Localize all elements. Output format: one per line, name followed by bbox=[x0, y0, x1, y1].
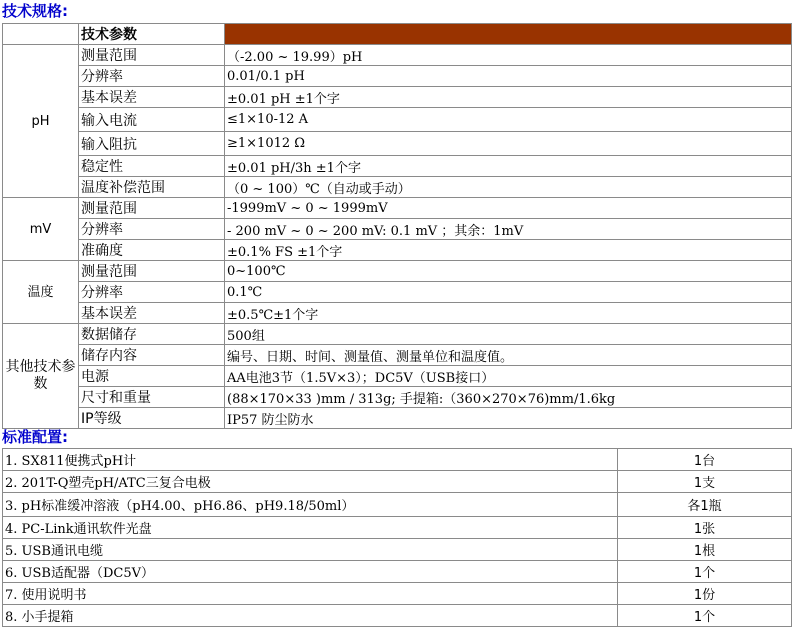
config-row bbox=[3, 493, 792, 517]
config-item: 1. SX811便携式pH计 bbox=[3, 449, 618, 471]
spec-param-value: ≤1×10-12 A bbox=[225, 108, 792, 132]
spec-header-bar bbox=[225, 24, 792, 45]
spec-param-label: IP等级 bbox=[79, 408, 225, 429]
config-qty: 1支 bbox=[618, 471, 792, 493]
spec-param-value: 0.01/0.1 pH bbox=[225, 66, 792, 87]
spec-param-label: 电源 bbox=[79, 366, 225, 387]
spec-param-value: -1999mV ~ 0 ~ 1999mV bbox=[225, 198, 792, 219]
config-row bbox=[3, 583, 792, 605]
config-row bbox=[3, 449, 792, 471]
ph-spec-row bbox=[3, 132, 792, 156]
config-item: 3. pH标准缓冲溶液（pH4.00、pH6.86、pH9.18/50ml） bbox=[3, 493, 618, 517]
config-qty: 1张 bbox=[618, 517, 792, 539]
spec-param-value: ±0.1% FS ±1个字 bbox=[225, 240, 792, 261]
spec-table bbox=[2, 23, 792, 429]
spec-param-value: （0 ~ 100）℃（自动或手动） bbox=[225, 177, 792, 198]
spec-param-value: 0~100℃ bbox=[225, 261, 792, 282]
config-row bbox=[3, 517, 792, 539]
temp-spec-row bbox=[3, 303, 792, 324]
config-qty: 1个 bbox=[618, 561, 792, 583]
config-item: 4. PC-Link通讯软件光盘 bbox=[3, 517, 618, 539]
config-item: 5. USB通讯电缆 bbox=[3, 539, 618, 561]
config-row bbox=[3, 539, 792, 561]
spec-param-label: 测量范围 bbox=[79, 198, 225, 219]
spec-param-label: 准确度 bbox=[79, 240, 225, 261]
ph-spec-row bbox=[3, 45, 792, 66]
config-qty: 1台 bbox=[618, 449, 792, 471]
config-heading: 标准配置: bbox=[2, 428, 68, 446]
spec-param-value: ±0.01 pH/3h ±1个字 bbox=[225, 156, 792, 177]
spec-header-label: 技术参数 bbox=[79, 24, 225, 45]
spec-param-label: 分辨率 bbox=[79, 282, 225, 303]
spec-param-label: 分辨率 bbox=[79, 66, 225, 87]
spec-param-value: AA电池3节（1.5V×3）；DC5V（USB接口） bbox=[225, 366, 792, 387]
config-item: 6. USB适配器（DC5V） bbox=[3, 561, 618, 583]
spec-param-value: - 200 mV ~ 0 ~ 200 mV: 0.1 mV ；其余：1mV bbox=[225, 219, 792, 240]
config-qty: 1根 bbox=[618, 539, 792, 561]
config-table bbox=[2, 448, 792, 627]
mv-spec-row bbox=[3, 240, 792, 261]
other-spec-row bbox=[3, 324, 792, 345]
spec-param-label: 测量范围 bbox=[79, 261, 225, 282]
spec-param-label: 数据储存 bbox=[79, 324, 225, 345]
spec-param-value: ±0.01 pH ±1个字 bbox=[225, 87, 792, 108]
config-row bbox=[3, 605, 792, 627]
config-qty: 1份 bbox=[618, 583, 792, 605]
spec-param-label: 输入阻抗 bbox=[79, 132, 225, 156]
spec-param-label: 测量范围 bbox=[79, 45, 225, 66]
spec-param-label: 稳定性 bbox=[79, 156, 225, 177]
ph-spec-row bbox=[3, 177, 792, 198]
spec-param-label: 基本误差 bbox=[79, 303, 225, 324]
ph-spec-row bbox=[3, 156, 792, 177]
config-qty: 1个 bbox=[618, 605, 792, 627]
other-spec-row bbox=[3, 408, 792, 429]
mv-spec-row bbox=[3, 198, 792, 219]
spec-param-value: 0.1℃ bbox=[225, 282, 792, 303]
spec-header-blank bbox=[3, 24, 79, 45]
spec-param-label: 输入电流 bbox=[79, 108, 225, 132]
config-item: 8. 小手提箱 bbox=[3, 605, 618, 627]
config-qty: 各1瓶 bbox=[618, 493, 792, 517]
spec-param-value: IP57 防尘防水 bbox=[225, 408, 792, 429]
other-group-label: 其他技术参数 bbox=[3, 324, 79, 429]
temp-spec-row bbox=[3, 261, 792, 282]
ph-group-label: pH bbox=[3, 45, 79, 198]
spec-param-value: 500组 bbox=[225, 324, 792, 345]
mv-group-label: mV bbox=[3, 198, 79, 261]
spec-param-label: 温度补偿范围 bbox=[79, 177, 225, 198]
config-item: 2. 201T-Q塑壳pH/ATC三复合电极 bbox=[3, 471, 618, 493]
other-spec-row bbox=[3, 345, 792, 366]
ph-spec-row bbox=[3, 66, 792, 87]
config-row bbox=[3, 471, 792, 493]
config-row bbox=[3, 561, 792, 583]
tech-spec-heading: 技术规格: bbox=[2, 2, 68, 20]
spec-param-value: ±0.5℃±1个字 bbox=[225, 303, 792, 324]
other-spec-row bbox=[3, 387, 792, 408]
spec-header-row bbox=[3, 24, 792, 45]
spec-param-value: ≥1×1012 Ω bbox=[225, 132, 792, 156]
spec-param-label: 基本误差 bbox=[79, 87, 225, 108]
spec-param-label: 分辨率 bbox=[79, 219, 225, 240]
ph-spec-row bbox=[3, 108, 792, 132]
other-spec-row bbox=[3, 366, 792, 387]
spec-param-label: 尺寸和重量 bbox=[79, 387, 225, 408]
ph-spec-row bbox=[3, 87, 792, 108]
spec-param-value: （-2.00 ~ 19.99）pH bbox=[225, 45, 792, 66]
temp-spec-row bbox=[3, 282, 792, 303]
spec-param-value: 编号、日期、时间、测量值、测量单位和温度值。 bbox=[225, 345, 792, 366]
spec-param-label: 储存内容 bbox=[79, 345, 225, 366]
mv-spec-row bbox=[3, 219, 792, 240]
spec-param-value: (88×170×33 )mm / 313g; 手提箱:（360×270×76)mm/1.6kg bbox=[225, 387, 792, 408]
config-item: 7. 使用说明书 bbox=[3, 583, 618, 605]
temp-group-label: 温度 bbox=[3, 261, 79, 324]
